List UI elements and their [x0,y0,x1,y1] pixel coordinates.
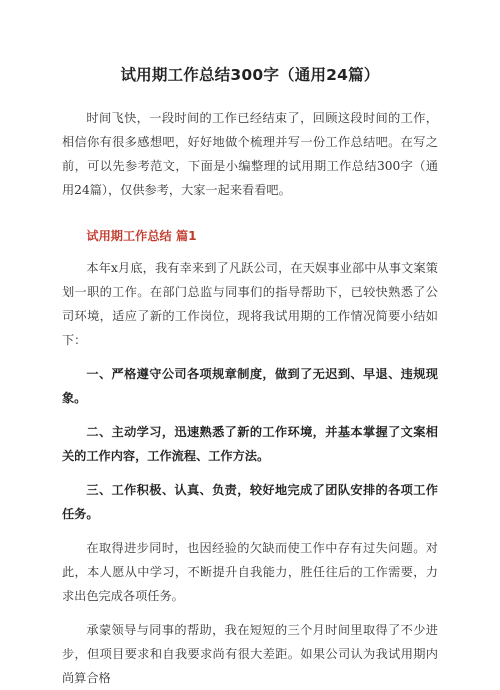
document-title: 试用期工作总结300字（通用24篇） [120,66,380,84]
body-paragraph-2: 在取得进步同时，也因经验的欠缺而使工作中存有过失问题。对此，本人愿从中学习，不断提升自我能力，胜任往后的工作需要，力求出色完成各项任务。 [62,541,438,603]
point-1: 一、严格遵守公司各项规章制度，做到了无迟到、早退、违规现象。 [62,367,438,405]
body-paragraph-3: 承蒙领导与同事的帮助，我在短短的三个月时间里取得了不少进步，但项目要求和自我要求尚有很大差距。如果公司认为我试用期内尚算合格 [62,623,438,685]
intro-paragraph: 时间飞快，一段时间的工作已经结束了，回顾这段时间的工作，相信你有很多感想吧，好好地做个梳理并写一份工作总结吧。在写之前，可以先参考范文，下面是小编整理的试用期工作总结300字（通用24篇），仅供参考，大家一起来看看吧。 [62,111,438,197]
body-paragraph-1: 本年x月底，我有幸来到了凡跃公司，在天娱事业部中从事文案策划一职的工作。在部门总监与同事们的指导帮助下，已较快熟悉了公司环境，适应了新的工作岗位，现将我试用期的工作情况简要小结如下： [62,261,438,347]
section-heading: 试用期工作总结 篇1 [86,229,197,243]
point-3: 三、工作积极、认真、负责，较好地完成了团队安排的各项工作任务。 [62,483,438,521]
point-2: 二、主动学习，迅速熟悉了新的工作环境，并基本掌握了文案相关的工作内容，工作流程、工作方法。 [62,425,438,463]
